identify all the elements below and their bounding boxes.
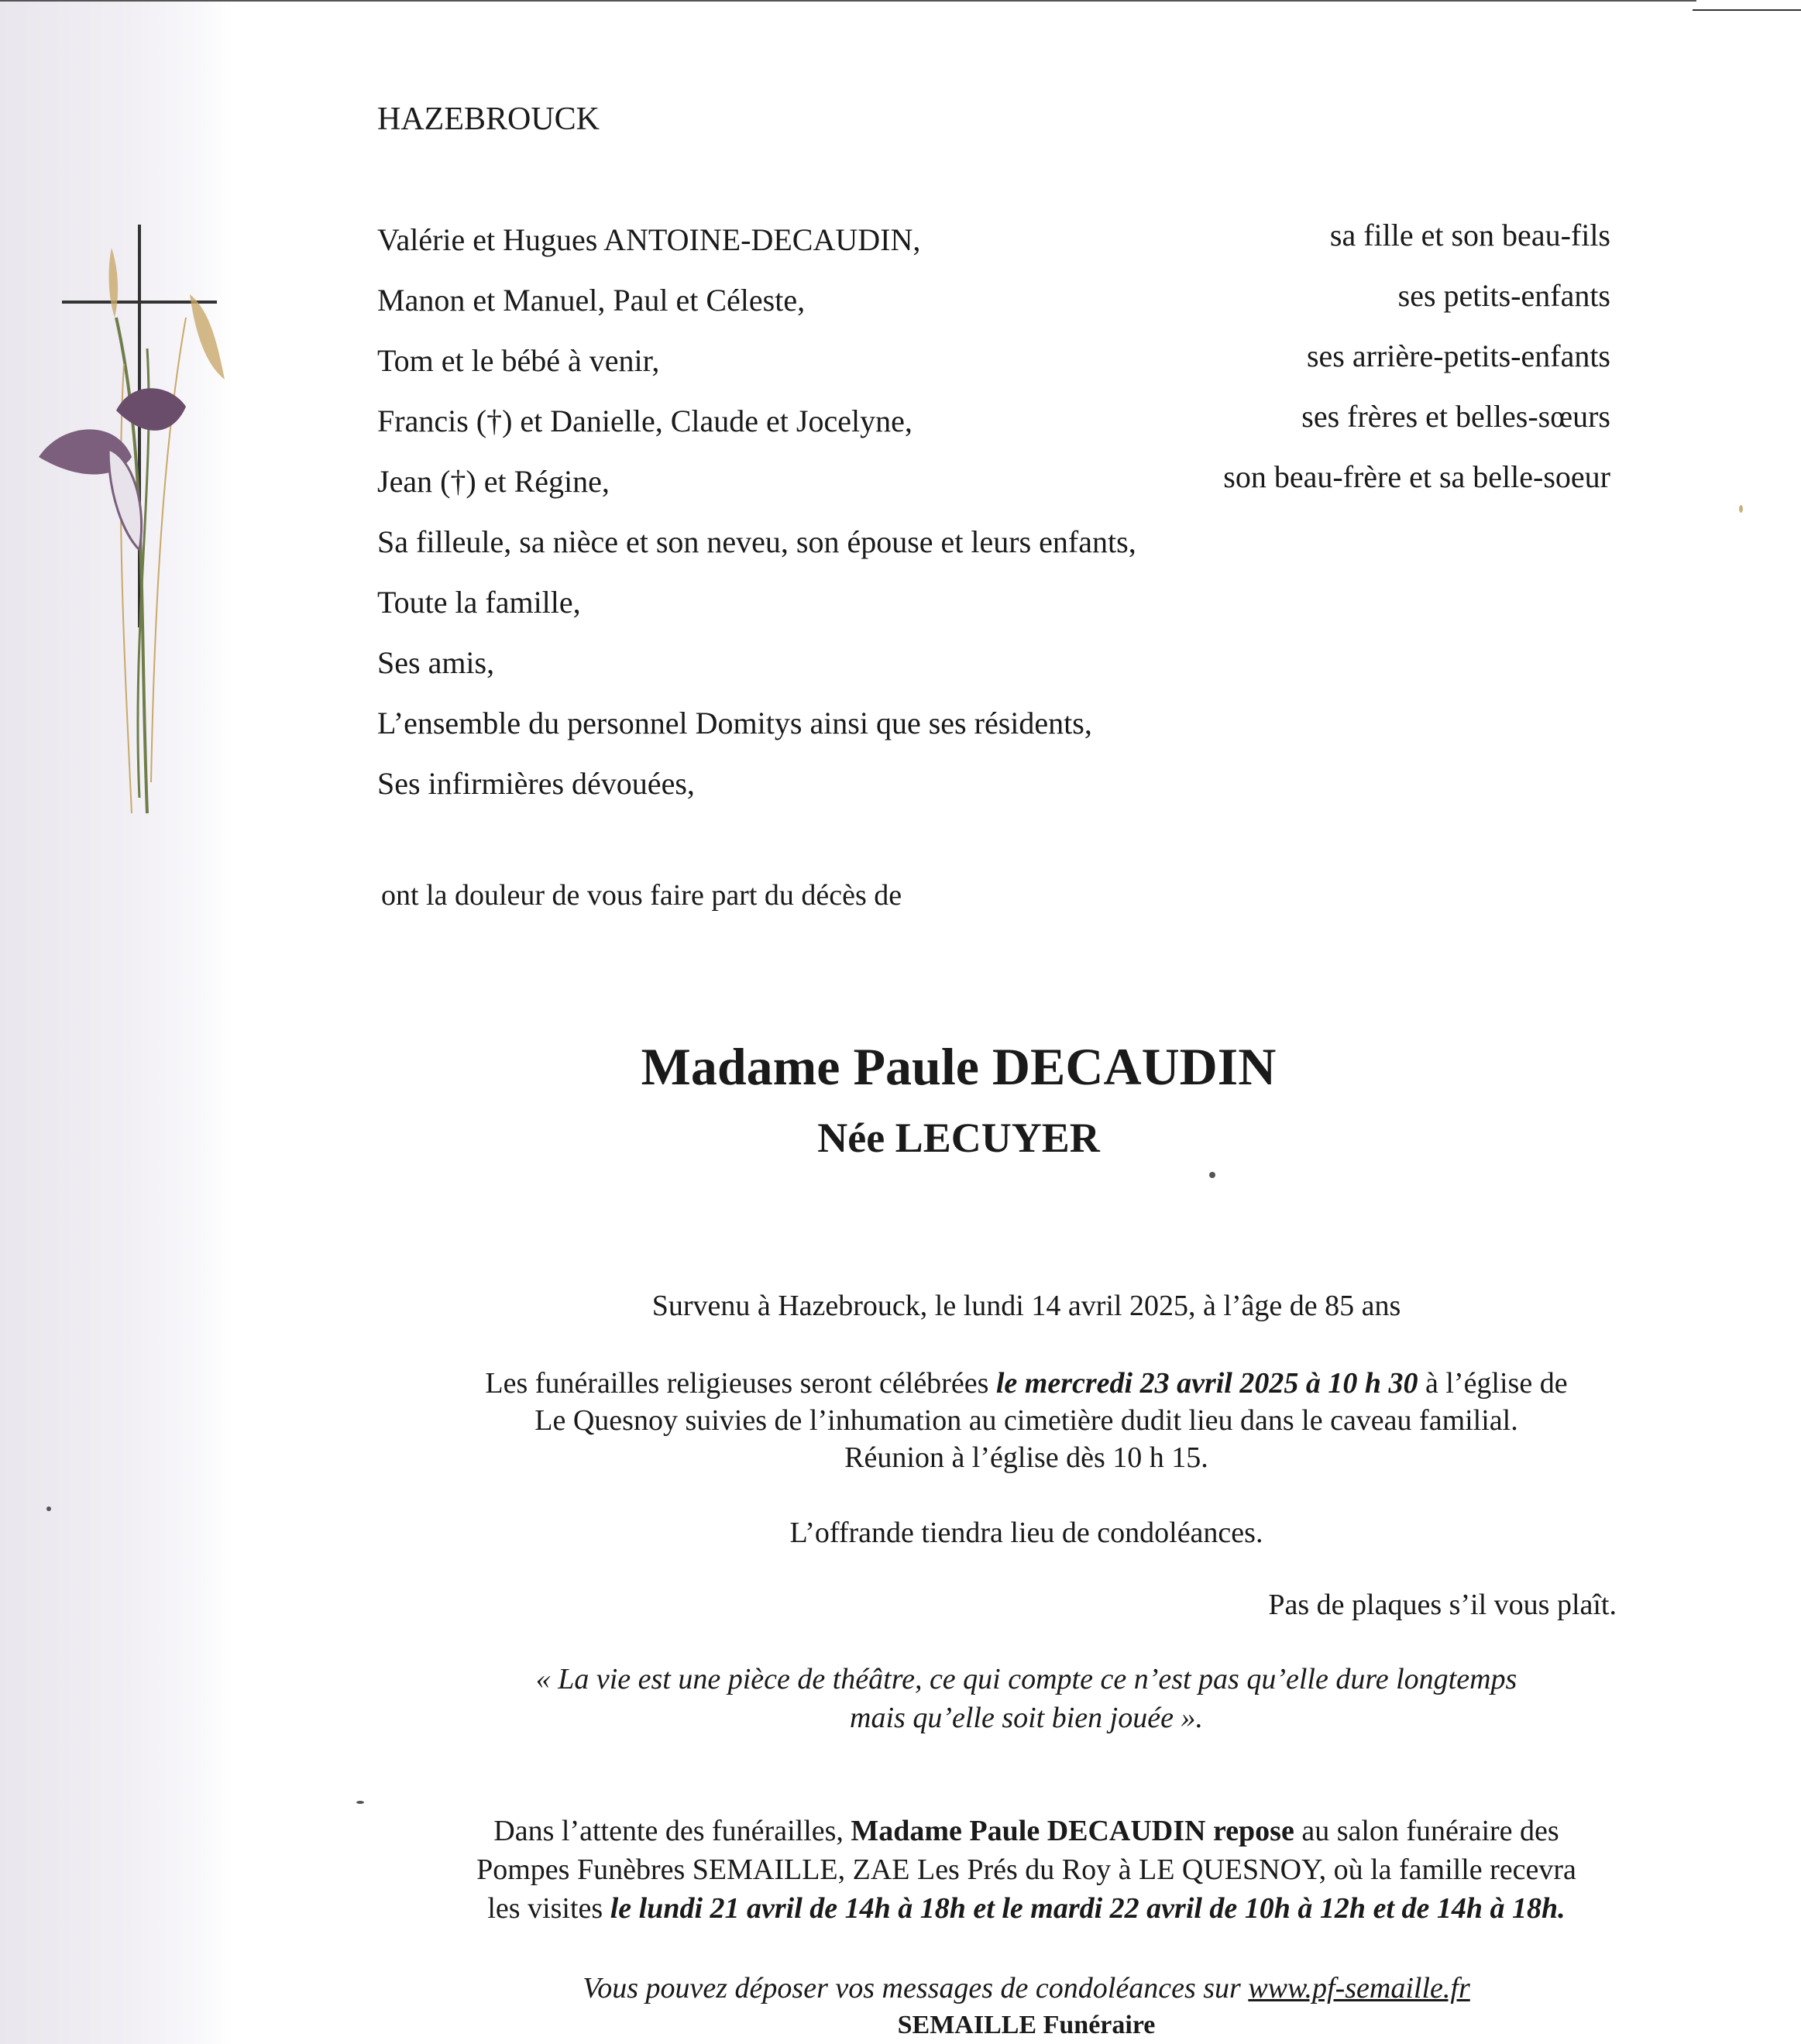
family-relation-4: ses frères et belles-sœurs (1301, 399, 1610, 434)
funeral-intro: Les funérailles religieuses seront célébrées (485, 1367, 996, 1400)
family-relation-5: son beau-frère et sa belle-soeur (1223, 459, 1610, 494)
scan-speck (46, 1506, 51, 1511)
death-notice: Survenu à Hazebrouck, le lundi 14 avril 2025, à l’âge de 85 ans (651, 1290, 1401, 1322)
deceased-name: Madame Paule DECAUDIN (641, 1037, 1277, 1096)
family-name-3: Tom et le bébé à venir, (377, 343, 660, 378)
family-name-7: Toute la famille, (377, 585, 581, 620)
funeral-line-1 (387, 1365, 1665, 1402)
announcement-text: ont la douleur de vous faire part du décès de (381, 879, 902, 912)
offering-text: L’offrande tiendra lieu de condoléances. (789, 1517, 1263, 1549)
visitation-line-2: Pompes Funèbres SEMAILLE, ZAE Les Prés du Roy à LE QUESNOY, où la famille recevra (476, 1853, 1576, 1886)
visitation-line-1 (387, 1812, 1665, 1850)
maiden-name: Née LECUYER (817, 1115, 1100, 1161)
footer-company: SEMAILLE Funéraire (897, 2011, 1156, 2039)
scan-speck (1209, 1172, 1215, 1178)
family-name-6: Sa filleule, sa nièce et son neveu, son épouse et leurs enfants, (377, 524, 1136, 559)
family-name-2: Manon et Manuel, Paul et Céleste, (377, 283, 806, 318)
condolences-text: Vous pouvez déposer vos messages de condoléances sur (583, 1972, 1249, 2004)
family-name-9: L’ensemble du personnel Domitys ainsi que ses résidents, (377, 706, 1092, 740)
visitation-line-3 (387, 1890, 1665, 1927)
condolences-line (387, 1970, 1665, 2007)
funeral-line-3: Réunion à l’église dès 10 h 15. (844, 1441, 1208, 1474)
family-name-1: Valérie et Hugues ANTOINE-DECAUDIN, (377, 222, 921, 257)
family-name-4: Francis (†) et Danielle, Claude et Jocelyne, (377, 404, 913, 438)
visitation-times: le lundi 21 avril de 14h à 18h et le mardi 22 avril de 10h à 12h et de 14h à 18h. (610, 1892, 1566, 1925)
cross-calla-lily-icon (31, 225, 248, 829)
condolences-website-link[interactable]: www.pf-semaille.fr (1248, 1972, 1470, 2004)
funeral-place-start: à l’église de (1418, 1367, 1568, 1400)
scan-speck (356, 1801, 364, 1804)
visitation-place-start: au salon funéraire des (1294, 1815, 1559, 1847)
top-border-line (0, 0, 1696, 2)
family-relation-2: ses petits-enfants (1397, 278, 1610, 313)
scan-speck (1739, 505, 1743, 513)
top-right-border-line (1693, 9, 1801, 11)
quote-line-1: « La vie est une pièce de théâtre, ce qui compte ce n’est pas qu’elle dure longtemps (535, 1663, 1517, 1695)
visitation-intro: Dans l’attente des funérailles, (493, 1815, 851, 1847)
family-name-10: Ses infirmières dévouées, (377, 766, 695, 801)
family-relation-1: sa fille et son beau-fils (1329, 218, 1610, 252)
city-heading: HAZEBROUCK (377, 101, 600, 137)
family-relation-3: ses arrière-petits-enfants (1306, 338, 1610, 373)
family-name-5: Jean (†) et Régine, (377, 464, 610, 499)
funeral-line-2: Le Quesnoy suivies de l’inhumation au cimetière dudit lieu dans le caveau familial. (534, 1404, 1518, 1437)
funeral-date-time: le mercredi 23 avril 2025 à 10 h 30 (995, 1367, 1418, 1400)
visitation-prefix: les visites (487, 1892, 610, 1925)
family-name-8: Ses amis, (377, 645, 495, 680)
visitation-name: Madame Paule DECAUDIN repose (851, 1815, 1294, 1847)
no-plaques-text: Pas de plaques s’il vous plaît. (1268, 1589, 1617, 1621)
quote-line-2: mais qu’elle soit bien jouée ». (850, 1702, 1203, 1734)
